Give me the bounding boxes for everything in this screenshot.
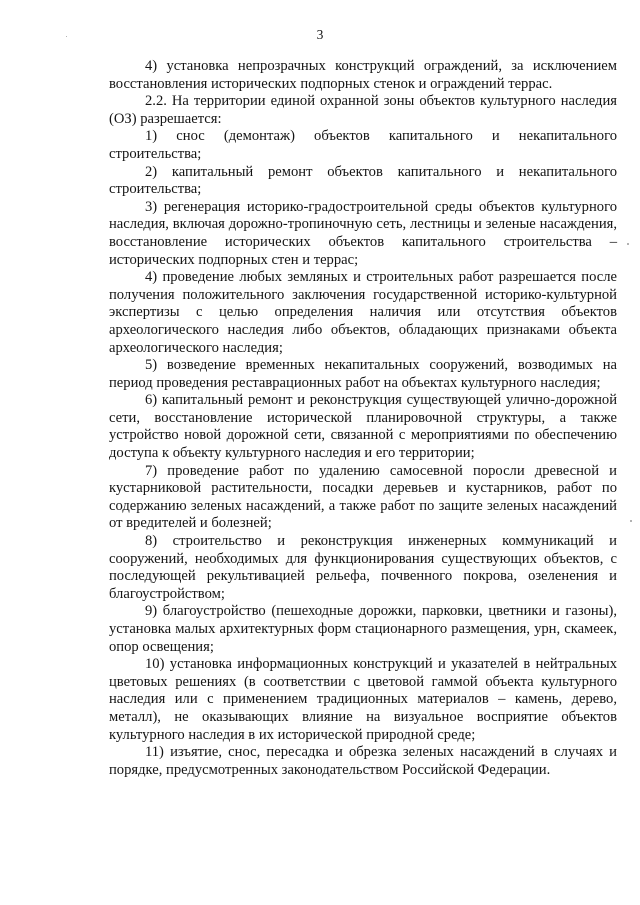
document-body bbox=[109, 58, 617, 779]
paragraph-item-4-earthworks: 4) проведение любых земляных и строительных работ разрешается после получения положительного заключения государственной историко-культурной экспертизы с целью определения наличия или отсутствия объектов археологического наследия либо объектов, обладающих признаками объекта археологического наследия; bbox=[109, 269, 617, 356]
paragraph-item-6-road-network: 6) капитальный ремонт и реконструкция существующей улично-дорожной сети, восстановление исторической планировочной структуры, а также устройство новой дорожной сети, связанной с мероприятиями по обеспечению доступа к объекту культурного наследия и его территории; bbox=[109, 392, 617, 462]
paragraph-item-8-utilities: 8) строительство и реконструкция инженерных коммуникаций и сооружений, необходимых для функционирования существующих объектов, с последующей рекультивацией рельефа, почвенного покрова, озеленения и благоустройством; bbox=[109, 533, 617, 602]
paragraph-item-3-regeneration: 3) регенерация историко-градостроительной среды объектов культурного наследия, включая дорожно-тропиночную сеть, лестницы и зеленые насаждения, восстановление исторических объектов капитального строительства – исторических подпорных стен и террас; bbox=[109, 198, 617, 268]
paragraph-item-4-fences: 4) установка непрозрачных конструкций ограждений, за исключением восстановления исторических подпорных стенок и ограждений террас. bbox=[109, 58, 617, 92]
paragraph-item-5-temporary-structures: 5) возведение временных некапитальных сооружений, возводимых на период проведения реставрационных работ на объектах культурного наследия; bbox=[109, 357, 617, 391]
page-number: 3 bbox=[316, 27, 324, 42]
paragraph-item-7-vegetation: 7) проведение работ по удалению самосевной поросли древесной и кустарниковой растительности, посадки деревьев и кустарников, работ по содержанию зеленых насаждений, а также работ по защите зеленых насаждений от вредителей и болезней; bbox=[109, 462, 617, 532]
scan-speck bbox=[630, 520, 632, 522]
paragraph-item-9-landscaping: 9) благоустройство (пешеходные дорожки, парковки, цветники и газоны), установка малых архитектурных форм стационарного размещения, урн, скамеек, опор освещения; bbox=[109, 603, 617, 655]
scan-speck bbox=[66, 36, 67, 37]
paragraph-item-2-repair: 2) капитальный ремонт объектов капитального и некапитального строительства; bbox=[109, 163, 617, 198]
paragraph-section-2-2: 2.2. На территории единой охранной зоны объектов культурного наследия (ОЗ) разрешается: bbox=[109, 93, 617, 127]
scan-speck bbox=[627, 243, 629, 245]
paragraph-item-1-demolition: 1) снос (демонтаж) объектов капитального и некапитального строительства; bbox=[109, 128, 617, 162]
paragraph-item-10-signage: 10) установка информационных конструкций и указателей в нейтральных цветовых решениях (в соответствии с цветовой гаммой объекта культурного наследия или с применением традиционных материалов – камень, дерево, металл), не оказывающих влияние на визуальное восприятие объектов культурного наследия в их исторической природной среде; bbox=[109, 656, 617, 743]
paragraph-item-11-trees: 11) изъятие, снос, пересадка и обрезка зеленых насаждений в случаях и порядке, предусмотренных законодательством Российской Федерации. bbox=[109, 744, 617, 778]
